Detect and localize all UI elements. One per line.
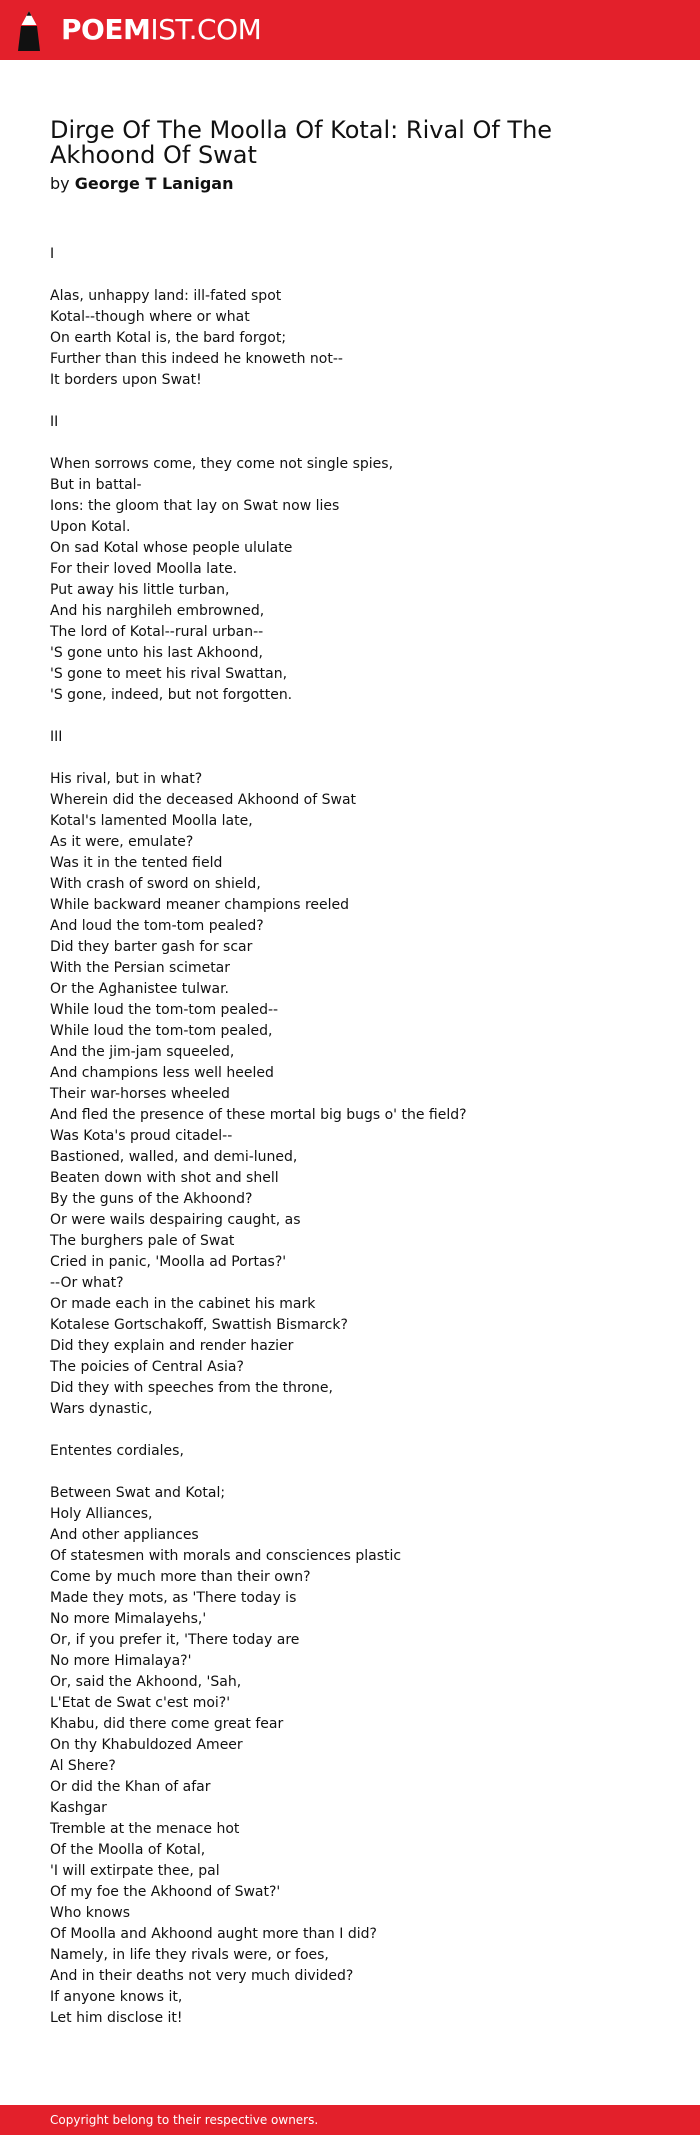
poem-line: Khabu, did there come great fear <box>50 1716 284 1732</box>
poem-line: Or the Aghanistee tulwar. <box>50 981 229 997</box>
poem-line: And in their deaths not very much divided? <box>50 1968 354 1984</box>
author-name[interactable]: George T Lanigan <box>74 174 234 193</box>
poem-line: And other appliances <box>50 1527 199 1543</box>
poem-line: II <box>50 414 59 430</box>
poem-line: Was it in the tented field <box>50 855 223 871</box>
poem-line: Or did the Khan of afar <box>50 1779 211 1795</box>
poem-line: Between Swat and Kotal; <box>50 1485 226 1501</box>
poem-line: As it were, emulate? <box>50 834 194 850</box>
poem-line: Come by much more than their own? <box>50 1569 311 1585</box>
poem-line: 'S gone, indeed, but not forgotten. <box>50 687 293 703</box>
poem-line: Or, if you prefer it, 'There today are <box>50 1632 300 1648</box>
poem-line: Of my foe the Akhoond of Swat?' <box>50 1884 281 1900</box>
poem-line: Kotal--though where or what <box>50 309 250 325</box>
poem-line: --Or what? <box>50 1275 124 1291</box>
poem-line: Ententes cordiales, <box>50 1443 184 1459</box>
poem-line: Cried in panic, 'Moolla ad Portas?' <box>50 1254 287 1270</box>
poem-line: His rival, but in what? <box>50 771 203 787</box>
poem-line: And fled the presence of these mortal big bugs o' the field? <box>50 1107 467 1123</box>
poem-title: Dirge Of The Moolla Of Kotal: Rival Of The Akhoond Of Swat <box>50 116 553 169</box>
poem-line: Ions: the gloom that lay on Swat now lies <box>50 498 340 514</box>
site-logo[interactable] <box>61 11 261 49</box>
poem-line: Did they with speeches from the throne, <box>50 1380 333 1396</box>
poem-line: Kashgar <box>50 1800 107 1816</box>
copyright-text: Copyright belong to their respective owners. <box>50 2113 319 2127</box>
poem-line: With crash of sword on shield, <box>50 876 261 892</box>
poem-line: By the guns of the Akhoond? <box>50 1191 253 1207</box>
poem-line: Kotal's lamented Moolla late, <box>50 813 253 829</box>
poem-line: While loud the tom-tom pealed-- <box>50 1002 279 1018</box>
poem-line: Wars dynastic, <box>50 1401 153 1417</box>
poem-line: On thy Khabuldozed Ameer <box>50 1737 243 1753</box>
stanza-break <box>50 748 650 769</box>
poem-line: But in battal- <box>50 477 142 493</box>
stanza-break <box>50 1462 650 1483</box>
by-label: by <box>50 174 70 193</box>
poem-line: The poicies of Central Asia? <box>50 1359 244 1375</box>
poem-line: I <box>50 246 55 262</box>
poem-line: No more Himalaya?' <box>50 1653 192 1669</box>
poem-line: And the jim-jam squeeled, <box>50 1044 235 1060</box>
poem-line: Holy Alliances, <box>50 1506 153 1522</box>
poem-line: Or, said the Akhoond, 'Sah, <box>50 1674 242 1690</box>
poem-line: The burghers pale of Swat <box>50 1233 235 1249</box>
poem-line: Did they barter gash for scar <box>50 939 253 955</box>
poem-body <box>50 244 650 2029</box>
poem-line: Made they mots, as 'There today is <box>50 1590 297 1606</box>
poem-line: L'Etat de Swat c'est moi?' <box>50 1695 231 1711</box>
poem-line: Their war-horses wheeled <box>50 1086 230 1102</box>
poem-line: Further than this indeed he knoweth not-- <box>50 351 343 367</box>
poem-line: On sad Kotal whose people ululate <box>50 540 293 556</box>
poem-line: III <box>50 729 63 745</box>
poem-line: Of Moolla and Akhoond aught more than I did? <box>50 1926 377 1942</box>
poem-line: While backward meaner champions reeled <box>50 897 350 913</box>
poem-line: 'S gone unto his last Akhoond, <box>50 645 263 661</box>
poem-line: For their loved Moolla late. <box>50 561 238 577</box>
poem-line: Upon Kotal. <box>50 519 131 535</box>
poem-line: Of the Moolla of Kotal, <box>50 1842 206 1858</box>
poem-line: Beaten down with shot and shell <box>50 1170 279 1186</box>
poem-line: Of statesmen with morals and consciences plastic <box>50 1548 402 1564</box>
poem-line: Let him disclose it! <box>50 2010 183 2026</box>
pencil-logo-icon[interactable] <box>17 11 41 51</box>
poem-line: 'S gone to meet his rival Swattan, <box>50 666 288 682</box>
poem-line: No more Mimalayehs,' <box>50 1611 207 1627</box>
poem-line: And his narghileh embrowned, <box>50 603 265 619</box>
poem-line: Alas, unhappy land: ill-fated spot <box>50 288 282 304</box>
site-header <box>0 0 700 60</box>
poem-line: Tremble at the menace hot <box>50 1821 240 1837</box>
stanza-break <box>50 706 650 727</box>
stanza-break <box>50 433 650 454</box>
logo-light-text: IST.COM <box>150 13 262 46</box>
poem-line: And loud the tom-tom pealed? <box>50 918 264 934</box>
poem-line: Namely, in life they rivals were, or foes, <box>50 1947 329 1963</box>
poem-line: On earth Kotal is, the bard forgot; <box>50 330 287 346</box>
poem-line: Did they explain and render hazier <box>50 1338 294 1354</box>
poem-line: Or were wails despairing caught, as <box>50 1212 301 1228</box>
poem-line: Or made each in the cabinet his mark <box>50 1296 316 1312</box>
stanza-break <box>50 265 650 286</box>
poem-line: Bastioned, walled, and demi-luned, <box>50 1149 298 1165</box>
poem-line: Al Shere? <box>50 1758 116 1774</box>
poem-line: And champions less well heeled <box>50 1065 274 1081</box>
poem-line: The lord of Kotal--rural urban-- <box>50 624 264 640</box>
poem-line: Wherein did the deceased Akhoond of Swat <box>50 792 357 808</box>
logo-bold-text: POEM <box>61 13 151 46</box>
stanza-break <box>50 1420 650 1441</box>
poem-line: Who knows <box>50 1905 131 1921</box>
poem-line: While loud the tom-tom pealed, <box>50 1023 273 1039</box>
poem-line: Was Kota's proud citadel-- <box>50 1128 233 1144</box>
byline <box>50 174 233 194</box>
poem-line: It borders upon Swat! <box>50 372 202 388</box>
poem-line: When sorrows come, they come not single spies, <box>50 456 394 472</box>
poem-line: Put away his little turban, <box>50 582 230 598</box>
poem-line: 'I will extirpate thee, pal <box>50 1863 220 1879</box>
site-footer <box>0 2105 700 2135</box>
poem-line: If anyone knows it, <box>50 1989 183 2005</box>
stanza-break <box>50 391 650 412</box>
poem-line: With the Persian scimetar <box>50 960 231 976</box>
poem-line: Kotalese Gortschakoff, Swattish Bismarck? <box>50 1317 348 1333</box>
